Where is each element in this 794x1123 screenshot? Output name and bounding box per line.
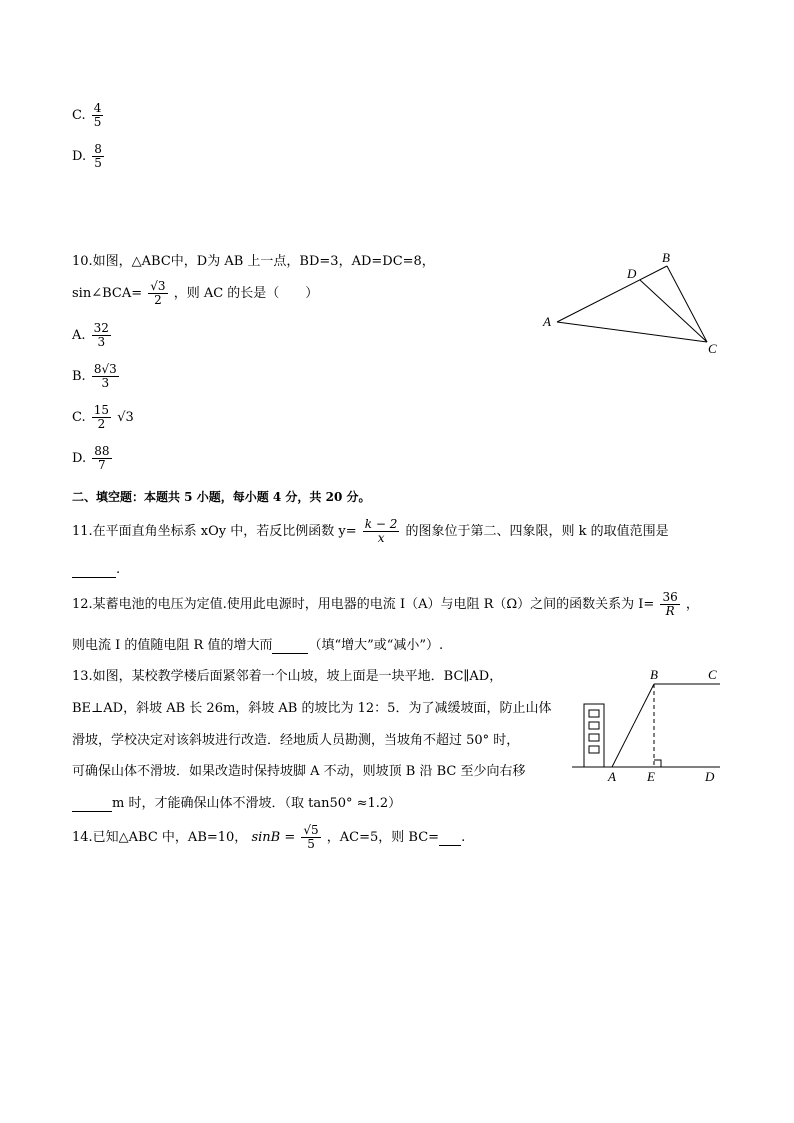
school-building xyxy=(584,704,604,767)
text: 的图象位于第二、四象限，则 k 的取值范围是 xyxy=(405,524,669,539)
numerator: √3 xyxy=(150,279,166,293)
denominator: 3 xyxy=(101,376,110,390)
q10-option-b xyxy=(72,363,121,390)
option-label: D. xyxy=(72,149,87,164)
q10-option-c xyxy=(72,404,134,431)
q13-line4: 可确保山体不滑坡．如果改造时保持坡脚 A 不动，则坡顶 B 沿 BC 至少向右移 xyxy=(72,764,526,779)
building-window xyxy=(589,734,599,741)
answer-blank[interactable] xyxy=(272,638,308,654)
fraction xyxy=(92,445,111,472)
q9-option-c xyxy=(72,102,105,129)
right-angle-mark xyxy=(654,760,661,767)
numerator: 15 xyxy=(93,403,110,417)
label-d: D xyxy=(705,769,715,784)
fraction xyxy=(92,363,119,390)
numerator: 8√3 xyxy=(93,362,117,376)
radical: √3 xyxy=(117,410,134,425)
label-e: E xyxy=(647,769,655,784)
q11-stem xyxy=(72,518,669,545)
text: ， xyxy=(685,597,699,612)
fraction xyxy=(92,404,111,431)
building-window xyxy=(589,722,599,729)
q13-line2: BE⊥AD，斜坡 AB 长 26m，斜坡 AB 的坡比为 12：5．为了减缓坡面，防止山体 xyxy=(72,701,552,716)
denominator: 7 xyxy=(98,458,106,472)
text: 11.在平面直角坐标系 xOy 中，若反比例函数 y= xyxy=(72,524,357,539)
building-window xyxy=(589,746,599,753)
q13-line1: 13.如图，某校教学楼后面紧邻着一个山坡，坡上面是一块平地．BC∥AD， xyxy=(72,669,503,684)
building-window xyxy=(589,710,599,717)
option-label: C. xyxy=(72,108,86,123)
answer-blank[interactable] xyxy=(72,562,116,578)
fraction xyxy=(660,591,679,618)
numerator: 88 xyxy=(94,444,110,458)
numerator: 8 xyxy=(94,142,102,156)
q14-stem xyxy=(72,824,465,851)
q10-option-a xyxy=(72,322,113,349)
numerator: 32 xyxy=(93,321,109,335)
fraction xyxy=(92,322,111,349)
q13-line3: 滑坡，学校决定对该斜坡进行改造．经地质人员勘测，当坡角不超过 50° 时， xyxy=(72,733,520,748)
segment-dc xyxy=(640,280,707,342)
text: . xyxy=(461,830,466,845)
segment-ac xyxy=(557,322,707,342)
q12-stem-line1 xyxy=(72,591,699,618)
answer-blank[interactable] xyxy=(72,796,112,812)
numerator: 4 xyxy=(93,101,102,115)
fraction xyxy=(92,143,104,170)
text: ，AC=5，则 BC= xyxy=(326,830,440,845)
q12-stem-line2 xyxy=(72,634,443,654)
text: （填“增大”或“减小”）. xyxy=(308,638,444,653)
q10-stem-line2 xyxy=(72,280,318,307)
numerator: √5 xyxy=(303,823,319,837)
option-label: D. xyxy=(72,451,87,466)
denominator: 5 xyxy=(307,837,315,851)
q9-option-d xyxy=(72,143,106,170)
label-c: C xyxy=(708,341,717,356)
q10-stem-line1: 10.如图，△ABC中，D为 AB 上一点，BD=3，AD=DC=8， xyxy=(72,254,435,269)
option-label: B. xyxy=(72,369,86,384)
denominator: x xyxy=(377,531,385,545)
option-label: A. xyxy=(72,328,86,343)
label-d: D xyxy=(627,266,637,281)
label-b: B xyxy=(662,250,670,265)
segment-ab xyxy=(557,266,667,322)
q11-answer-line xyxy=(72,562,120,578)
q13-slope-figure xyxy=(570,665,730,785)
text: ，则 AC 的长是（ ） xyxy=(173,286,319,301)
q10-triangle-figure xyxy=(530,245,730,360)
text: 14.已知△ABC 中，AB=10， xyxy=(72,830,248,845)
segment-bc xyxy=(667,266,707,342)
fraction xyxy=(301,824,320,851)
q13-line5 xyxy=(72,792,401,812)
numerator: k − 2 xyxy=(364,517,398,531)
fraction xyxy=(148,280,167,307)
text: sin∠BCA= xyxy=(72,286,143,301)
answer-blank[interactable] xyxy=(439,830,461,846)
fraction xyxy=(363,518,400,545)
denominator: 5 xyxy=(93,115,102,129)
slope-ab xyxy=(612,684,654,767)
text: m 时，才能确保山体不滑坡．（取 tan50° ≈1.2） xyxy=(112,796,402,811)
denominator: 3 xyxy=(97,335,106,349)
denominator: 2 xyxy=(97,417,106,431)
denominator: 2 xyxy=(154,293,162,307)
q10-option-d xyxy=(72,445,114,472)
sin-label: sinB = xyxy=(251,830,296,845)
denominator: 5 xyxy=(94,156,102,170)
denominator: R xyxy=(665,604,675,618)
text: . xyxy=(116,562,121,577)
text: 则电流 I 的值随电阻 R 值的增大而 xyxy=(72,638,273,653)
label-a: A xyxy=(608,769,616,784)
label-b: B xyxy=(650,667,658,682)
option-label: C. xyxy=(72,410,86,425)
section-heading: 二、填空题：本题共 5 小题，每小题 4 分，共 20 分。 xyxy=(72,490,371,504)
text: 12.某蓄电池的电压为定值.使用此电源时，用电器的电流 I（A）与电阻 R（Ω）之间的函数关系为 I= xyxy=(72,597,655,612)
label-a: A xyxy=(543,314,551,329)
label-c: C xyxy=(708,667,717,682)
numerator: 36 xyxy=(662,590,678,604)
fraction xyxy=(92,102,104,129)
